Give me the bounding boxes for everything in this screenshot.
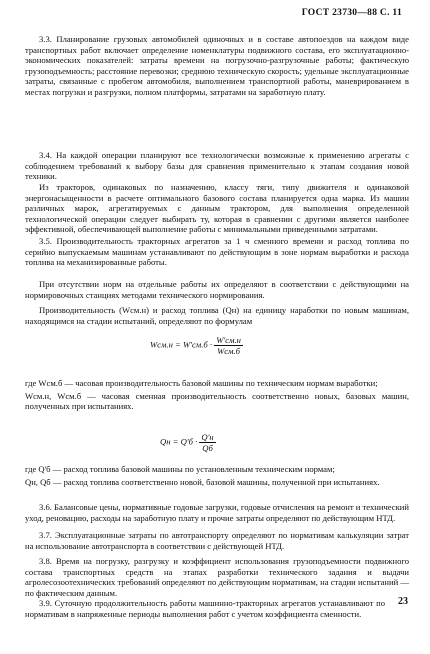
formula-lhs: Wсм.н = W'см.б · — [150, 339, 213, 350]
where-block-1: где Wсм.б — часовая производительность базовой машины по техническим нормам выработки; Wсм.н, Wсм.б — часовая сменная производительность соответственно новых, базовых машин, полученных при испытаниях. — [25, 378, 409, 411]
formula-fraction — [199, 432, 215, 453]
paragraph-3-3: 3.3. Планирование грузовых автомобилей одиночных и в составе автопоездов на каждом виде транспортных работ включает определение номенклатуры подвижного состава, его эксплуатационно-экономических показателей: затраты времени на погрузочно-разгрузочные работы; фактическую грузоподъемность; расстояние перевозки; среднюю техническую скорость; удельные эксплуатационные затраты, связанные с пробегом автомобиля, выполнением транспортной работы, маневрированием в местах погрузки и разгрузки, полном платформы, затратами на заработную плату. — [25, 34, 409, 97]
paragraph-3-4: 3.4. На каждой операции планируют все технологически возможные к применению агрегаты с соблюдением требований к выбору базы для сравнения применительно к этапам создания новой техники. — [25, 150, 409, 181]
paragraph-3-8: 3.8. Время на погрузку, разгрузку и коэффициент использования грузоподъемности подвижного состава транспортных средств на этапах разработки технического задания и выдачи агролесозоотехнических требований определяют по действующим нормативам, на стадии испытаний — по фактическим данным. — [25, 556, 409, 598]
paragraph-3-5c: Производительность (Wсм.н) и расход топлива (Qн) на единицу наработки по новым машинам, находящимся на стадии испытаний, определяют по формулам — [25, 305, 409, 326]
where-block-2: где Q'б — расход топлива базовой машины по установленным техническим нормам; Qн, Qб — расход топлива соответственно новой, базовой машины, полученной при испытаниях. — [25, 464, 380, 487]
formula-fraction — [214, 335, 243, 356]
formula-denominator: Qб — [202, 443, 213, 453]
paragraph-3-7: 3.7. Эксплуатационные затраты по автотранспорту определяют по нормативам калькуляции затрат на использование автотранспорта в соответствии с действующей НТД. — [25, 530, 409, 551]
paragraph-3-9: 3.9. Суточную продолжительность работы машинно-тракторных агрегатов устанавливают по нормативам в напряженные периоды выполнения работ с учетом коэффициента сменности. — [25, 598, 385, 619]
formula-denominator: Wсм.б — [217, 346, 241, 356]
formula-productivity — [150, 335, 243, 356]
formula-fuel — [160, 432, 216, 453]
formula-lhs: Qн = Q'б · — [160, 436, 198, 447]
page-header: ГОСТ 23730—88 С. 11 — [301, 8, 402, 18]
formula-numerator: Q'н — [201, 432, 214, 442]
paragraph-3-5b: При отсутствии норм на отдельные работы их определяют в соответствии с действующими на нормировочных станциях методами технического нормирования. — [25, 279, 409, 300]
paragraph-3-5: 3.5. Производительность тракторных агрегатов за 1 ч сменного времени и расход топлива по серийно выпускаемым машинам устанавливают по действующим в зоне нормам выработки и расхода топлива на механизированные работы. — [25, 236, 409, 267]
paragraph-3-6: 3.6. Балансовые цены, нормативные годовые загрузки, годовые отчисления на ремонт и технический уход, реновацию, расходы на заработную плату и прочие затраты определяют по действующим НТД. — [25, 502, 409, 523]
formula-numerator: W'см.н — [216, 335, 241, 345]
paragraph-3-4b: Из тракторов, одинаковых по назначению, классу тяги, типу движителя и одинаковой энергонасыщенности в расчете оптимального базового состава планируется одна марка. Из машин различных марок, агрегатируемых с данным трактором, для выполнения определенной технологической операции следует выбирать ту, которая в сравнении с другими является наиболее эффективной, обеспечивающей выполнение работы с минимальными приведенными затратами. — [25, 182, 409, 234]
page-number: 23 — [398, 596, 408, 607]
